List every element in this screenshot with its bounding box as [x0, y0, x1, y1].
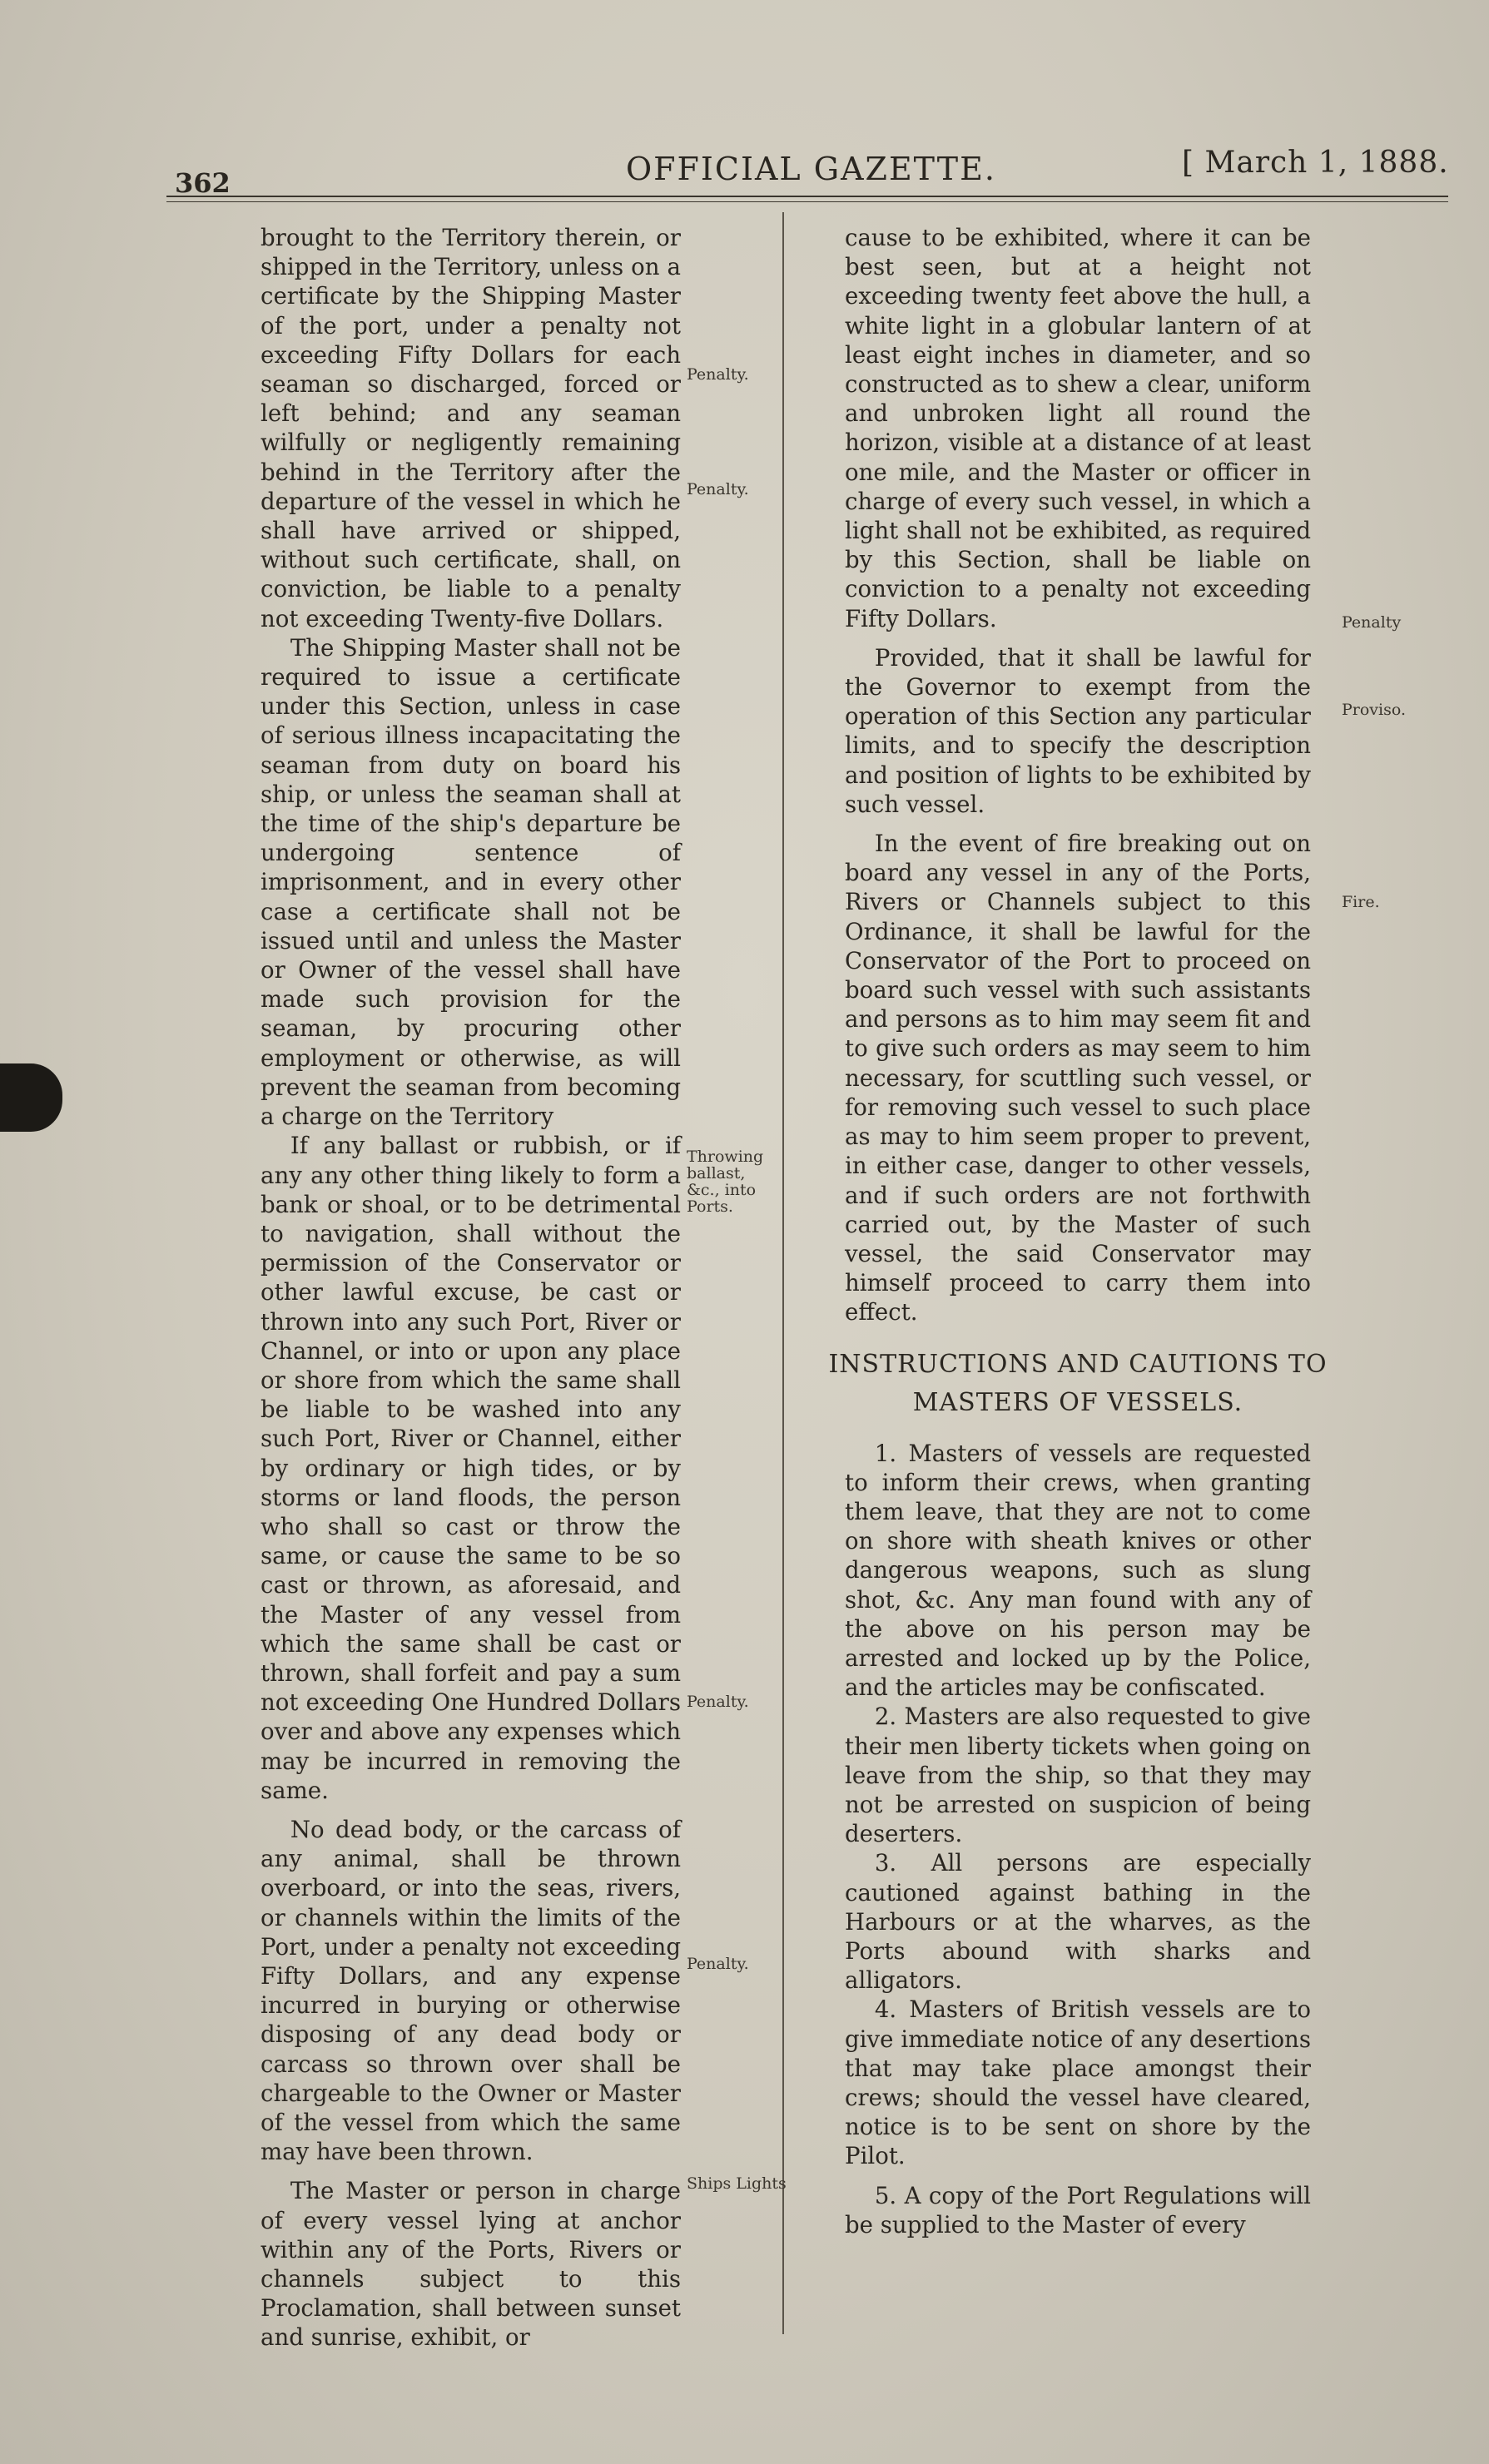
margin-note-penalty-right: Penalty: [1342, 613, 1402, 632]
binding-clip-shadow: [0, 1063, 62, 1132]
instruction-5: 5. A copy of the Port Regulations will be supplied to the Master of every: [845, 2181, 1311, 2238]
issue-date: [ March 1, 1888.: [1182, 146, 1449, 180]
left-column: [261, 223, 681, 2352]
margin-note-throwing-ballast: Throwing ballast, &c., into Ports.: [687, 1148, 764, 1216]
margin-note-penalty-3: Penalty.: [687, 1693, 749, 1711]
right-col-para-1: cause to be exhibited, where it can be best seen, but at a height not exceeding twenty feet above the hull, a white light in a globular lantern of at least eight inches in diameter, and so constructed as to shew a clear, uniform and unbroken light all round the horizon, visible at a distance of at least one mile, and the Master or officer in charge of every such vessel, in which a light shall not be exhibited, as required by this Section, shall be liable on conviction to a penalty not exceeding Fifty Dollars.: [845, 224, 1311, 632]
left-col-para-1: brought to the Territory therein, or shipped in the Territory, unless on a certificate by the Shipping Master of the port, under a penalty not exceeding Fifty Dollars for each seaman so discharged, forced or left behind; and any seaman wilfully or negligently remaining behind in the Territory after the departure of the vessel in which he shall have arrived or shipped, without such certificate, shall, on conviction, be liable to a penalty not exceeding Twenty-five Dollars.: [261, 224, 681, 632]
header-rule: [166, 196, 1448, 202]
margin-note-penalty-2: Penalty.: [687, 480, 749, 498]
margin-note-ships-lights: Ships Lights: [687, 2174, 787, 2193]
instruction-1: 1. Masters of vessels are requested to inform their crews, when granting them leave, that they are not to come on shore with sheath knives or other dangerous weapons, such as slung shot, &c. Any man found with any of the above on his person may be arrested and locked up by the Police, and the articles may be confiscated.: [845, 1439, 1311, 1702]
instruction-3: 3. All persons are especially cautioned against bathing in the Harbours or at the wharves, as the Ports abound with sharks and alligators.: [845, 1849, 1311, 1995]
right-col-para-3: In the event of fire breaking out on board any vessel in any of the Ports, Rivers or Channels subject to this Ordinance, it shall be lawful for the Conservator of the Port to proceed on board such vessel with such assistants and persons as to him may seem fit and to give such orders as may seem to him necessary, for scuttling such vessel, or for removing such vessel to such place as may to him seem proper to prevent, in either case, danger to other vessels, and if such orders are not forthwith carried out, by the Master of such vessel, the said Conservator may himself proceed to carry them into effect.: [845, 830, 1311, 1326]
column-divider: [782, 212, 784, 2334]
left-col-para-4: No dead body, or the carcass of any animal, shall be thrown overboard, or into the seas, rivers, or channels within the limits of the Port, under a penalty not exceeding Fifty Dollars, and any expense incurred in burying or otherwise disposing of any dead body or carcass so thrown over shall be chargeable to the Owner or Master of the vessel from which the same may have been thrown.: [261, 1815, 681, 2166]
right-col-para-2: Provided, that it shall be lawful for the Governor to exempt from the operation of this Section any particular limits, and to specify the description and position of lights to be exhibited by such vessel.: [845, 643, 1311, 818]
section-heading: INSTRUCTIONS AND CAUTIONS TO MASTERS OF VESSELS.: [828, 1349, 1328, 1417]
margin-note-fire: Fire.: [1342, 893, 1380, 911]
instruction-2: 2. Masters are also requested to give their men liberty tickets when going on leave from the ship, so that they may not be arrested on suspicion of being deserters.: [845, 1703, 1311, 1848]
margin-note-penalty-4: Penalty.: [687, 1955, 749, 1973]
margin-note-penalty-1: Penalty.: [687, 365, 749, 384]
left-col-para-2: The Shipping Master shall not be required to issue a certificate under this Section, unless in case of serious illness incapacitating the seaman from duty on board his ship, or unless the seaman shall at the time of the ship's departure be undergoing sentence of imprisonment, and in every other case a certificate shall not be issued until and unless the Master or Owner of the vessel shall have made such provision for the seaman, by procuring other employment or otherwise, as will prevent the seaman from becoming a charge on the Territory: [261, 633, 681, 1131]
instruction-4: 4. Masters of British vessels are to give immediate notice of any desertions that may take place amongst their crews; should the vessel have cleared, notice is to be sent on shore by the Pilot.: [845, 1995, 1311, 2170]
page-number: 362: [175, 167, 231, 199]
page-header: [0, 137, 1489, 204]
right-column: [828, 223, 1328, 2239]
margin-note-proviso: Proviso.: [1342, 701, 1407, 719]
left-col-para-3: If any ballast or rubbish, or if any any other thing likely to form a bank or shoal, or to be detrimental to navigation, shall without the permission of the Conservator or other lawful excuse, be cast or thrown into any such Port, River or Channel, or into or upon any place or shore from which the same shall be liable to be washed into any such Port, River or Channel, either by ordinary or high tides, or by storms or land floods, the person who shall so cast or throw the same, or cause the same to be so cast or thrown, as aforesaid, and the Master of any vessel from which the same shall be cast or thrown, shall forfeit and pay a sum not exceeding One Hundred Dollars over and above any expenses which may be incurred in removing the same.: [261, 1132, 681, 1804]
gazette-title: OFFICIAL GAZETTE.: [626, 151, 996, 187]
left-col-para-5: The Master or person in charge of every vessel lying at anchor within any of the Ports, Rivers or channels subject to this Proclamation, shall between sunset and sunrise, exhibit, or: [261, 2177, 681, 2352]
